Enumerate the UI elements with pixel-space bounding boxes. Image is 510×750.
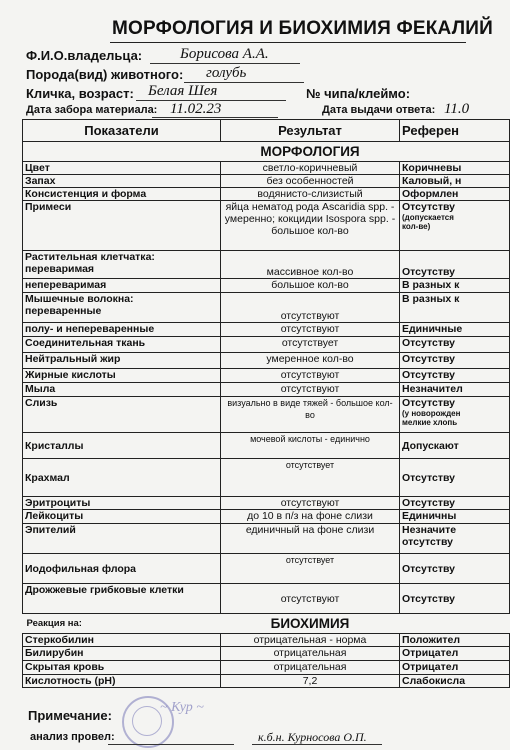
- table-row: Мышечные волокна: переваренные отсутствуют В разных к: [23, 293, 510, 323]
- collect-date-underline: [152, 117, 278, 118]
- table-row: Эритроциты отсутствуют Отсутству: [23, 497, 510, 510]
- table-row: Слизь визуально в виде тяжей - большое кол-во Отсутству (у новорожден мелкие хлопь: [23, 397, 510, 433]
- note-label: Примечание:: [28, 708, 112, 723]
- title-underline: [110, 42, 466, 43]
- table-header-row: [23, 120, 510, 142]
- table-row: Жирные кислоты отсутствуют Отсутству: [23, 369, 510, 383]
- table-row: Мыла отсутствуют Незначител: [23, 383, 510, 397]
- table-row: Билирубин отрицательная Отрицател: [23, 647, 510, 661]
- analysis-label: анализ провел:: [30, 731, 115, 743]
- table-row: Кислотность (pH) 7,2 Слабокисла: [23, 675, 510, 688]
- table-row: Крахмал отсутствует Отсутству: [23, 459, 510, 497]
- table-row: Цвет светло-коричневый Коричневы: [23, 162, 510, 175]
- table-row: Кристаллы мочевой кислоты - единично Допускают: [23, 433, 510, 459]
- results-table: [22, 119, 510, 688]
- table-row: непереваримая большое кол-во В разных к: [23, 279, 510, 293]
- collect-date-label: Дата забора материала:: [26, 104, 158, 116]
- table-row: Запах без особенностей Каловый, н: [23, 175, 510, 188]
- analyst-name-underline: [252, 744, 382, 745]
- signature-icon: ~ Кур ~: [160, 700, 204, 715]
- table-row: Дрожжевые грибковые клетки отсутствуют Отсутству: [23, 584, 510, 614]
- table-row: Лейкоциты до 10 в п/з на фоне слизи Единичны: [23, 510, 510, 524]
- table-row: Соединительная ткань отсутствует Отсутству: [23, 337, 510, 353]
- owner-label: Ф.И.О.владельца:: [26, 48, 143, 63]
- table-row: Стеркобилин отрицательная - норма Положител: [23, 634, 510, 647]
- issue-date-value: 11.0: [444, 101, 470, 117]
- table-row: Эпителий единичный на фоне слизи Незначите отсутству: [23, 524, 510, 554]
- section-title-biochemistry: БИОХИМИЯ: [270, 615, 350, 631]
- col-header-reference: Референ: [400, 120, 510, 142]
- table-row: Иодофильная флора отсутствует Отсутству: [23, 554, 510, 584]
- issue-date-label: Дата выдачи ответа:: [322, 104, 436, 116]
- chip-label: № чипа/клеймо:: [306, 86, 411, 101]
- table-row: Примеси яйца нематод рода Ascaridia spp. - умеренно; кокцидии Isospora spp. - большое кол-во Отсутству (допускается кол-ве): [23, 201, 510, 251]
- table-row: полу- и непереваренные отсутствуют Единичные: [23, 323, 510, 337]
- name-value: Белая Шея: [148, 83, 218, 99]
- page-title: МОРФОЛОГИЯ И БИОХИМИЯ ФЕКАЛИЙ: [112, 18, 493, 39]
- reaction-label: Реакция на:: [26, 617, 82, 629]
- table-row: Консистенция и форма водянисто-слизистый Оформлен: [23, 188, 510, 201]
- analyst-name: к.б.н. Курносова О.П.: [258, 730, 367, 744]
- table-row: Нейтральный жир умеренное кол-во Отсутству: [23, 353, 510, 369]
- section-row-biochemistry: [23, 614, 510, 634]
- analyst-signature-line: [108, 744, 234, 745]
- section-row-morphology: [23, 142, 510, 162]
- collect-date-value: 11.02.23: [170, 101, 222, 117]
- name-label: Кличка, возраст:: [26, 86, 134, 101]
- table-row: Растительная клетчатка: переваримая массивное кол-во Отсутству: [23, 251, 510, 279]
- col-header-indicator: Показатели: [23, 120, 221, 142]
- table-row: Скрытая кровь отрицательная Отрицател: [23, 661, 510, 675]
- owner-underline: [150, 63, 300, 64]
- species-label: Порода(вид) животного:: [26, 67, 184, 82]
- owner-value: Борисова А.А.: [180, 46, 269, 62]
- col-header-result: Результат: [221, 120, 400, 142]
- section-title-morphology: МОРФОЛОГИЯ: [260, 143, 360, 159]
- species-value: голубь: [206, 65, 247, 81]
